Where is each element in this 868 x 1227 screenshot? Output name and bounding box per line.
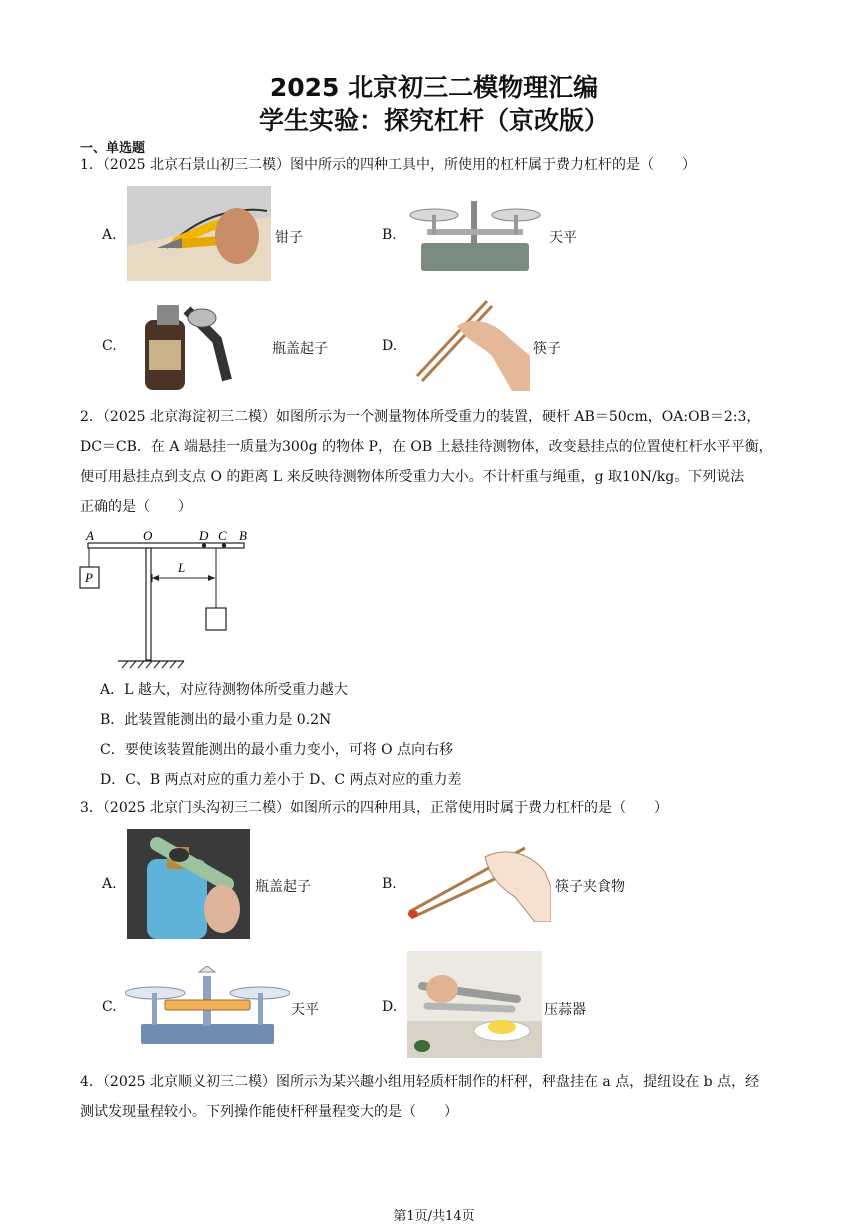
diagram-label-l: L [178,560,186,575]
section-heading: 一、单选题 [80,141,146,156]
q3-option-a-caption: 瓶盖起子 [255,879,311,895]
question-2-line2: DC＝CB．在 A 端悬挂一质量为300g 的物体 P，在 OB 上悬挂待测物体，改变悬挂点的位置使杠杆水平平衡， [80,439,773,455]
q1-option-d-letter: D. [382,338,398,354]
chopsticks-food-image [405,842,551,922]
question-2-line1: 2．（2025 北京海淀初三二模）如图所示为一个测量物体所受重力的装置，硬杆 AB＝50cm，OA:OB＝2:3， [80,409,761,425]
diagram-label-d: D [199,528,209,543]
lever-diagram [76,527,256,669]
question-4-line2: 测试发现量程较小。下列操作能使杆秤量程变大的是（ ） [80,1104,458,1120]
question-2-line4: 正确的是（ ） [80,499,192,515]
chopsticks-image [412,296,530,391]
q1-option-b-caption: 天平 [549,230,577,246]
q1-option-d-caption: 筷子 [533,341,561,357]
q1-option-a-letter: A. [102,227,117,243]
doc-title-line1: 2025 北京初三二模物理汇编 [269,73,599,102]
balance-cartoon-image [125,966,290,1046]
balance-image [407,193,543,273]
question-2-line3: 便可用悬挂点到支点 O 的距离 L 来反映待测物体所受重力大小。不计杆重与绳重，g 取10N/kg。下列说法 [80,469,745,485]
diagram-label-o: O [143,528,153,543]
page-footer: 第1页/共14页 [393,1209,475,1224]
pliers-image [127,186,271,281]
q3-option-a-letter: A. [102,876,117,892]
garlic-press-image [407,951,542,1058]
q1-option-c-letter: C. [102,338,117,354]
q3-option-b-letter: B. [382,876,397,892]
q2-choice-a: A．L 越大，对应待测物体所受重力越大 [100,682,348,698]
q1-option-b-letter: B. [382,227,397,243]
q3-option-c-letter: C. [102,999,117,1015]
doc-title-line2: 学生实验：探究杠杆（京改版） [258,106,609,135]
q1-option-a-caption: 钳子 [275,230,303,246]
question-3-stem: 3．（2025 北京门头沟初三二模）如图所示的四种用具，正常使用时属于费力杠杆的是（ ） [80,800,668,816]
diagram-label-a: A [86,528,94,543]
bottle-opener-image [127,300,265,390]
q1-option-c-caption: 瓶盖起子 [272,341,328,357]
q2-choice-d: D．C、B 两点对应的重力差小于 D、C 两点对应的重力差 [100,772,462,788]
q3-option-d-letter: D. [382,999,398,1015]
q3-option-c-caption: 天平 [291,1002,319,1018]
q2-choice-b: B．此装置能测出的最小重力是 0.2N [100,712,332,728]
diagram-label-c: C [218,528,227,543]
q3-option-d-caption: 压蒜器 [544,1002,586,1018]
diagram-label-p: P [85,570,93,585]
question-4-line1: 4．（2025 北京顺义初三二模）图所示为某兴趣小组用轻质杆制作的杆秤，秤盘挂在 a 点，提纽设在 b 点，经 [80,1074,760,1090]
q3-option-b-caption: 筷子夹食物 [555,879,625,895]
bottle-opener-photo [127,829,250,939]
question-1-stem: 1．（2025 北京石景山初三二模）图中所示的四种工具中，所使用的杠杆属于费力杠杆的是（ ） [80,157,696,173]
diagram-label-b: B [239,528,247,543]
q2-choice-c: C．要使该装置能测出的最小重力变小，可将 O 点向右移 [100,742,454,758]
